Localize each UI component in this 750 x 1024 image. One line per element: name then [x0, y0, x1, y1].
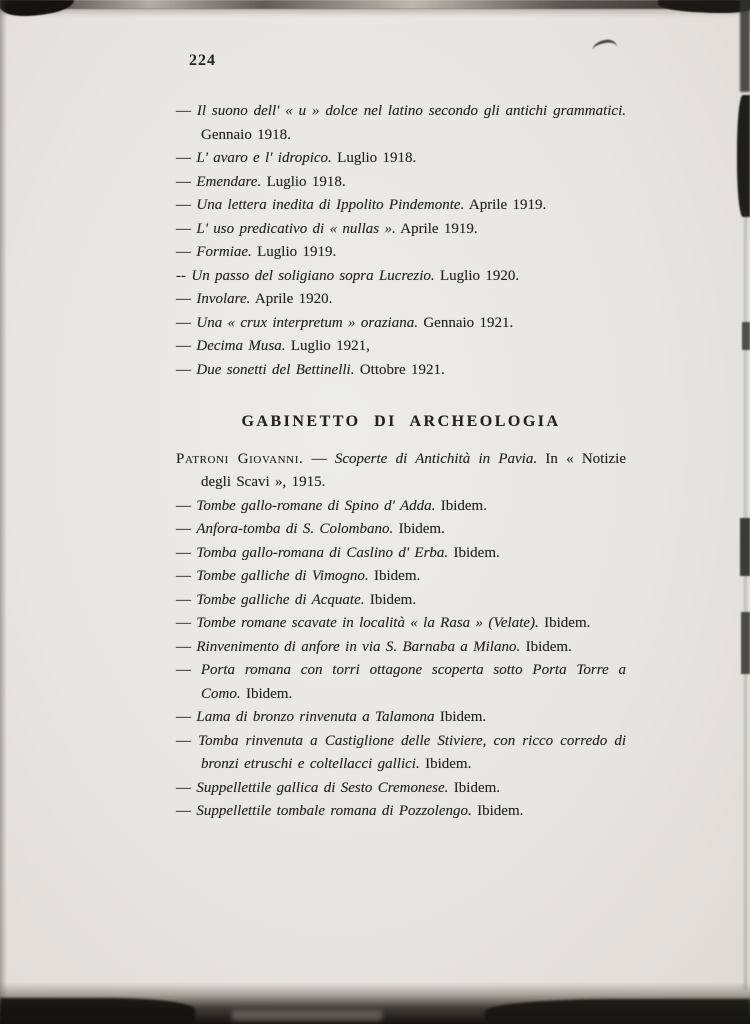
page-number: 224	[189, 52, 216, 69]
bibliography-entry	[176, 218, 626, 242]
entry-dash: —	[176, 568, 191, 584]
entry-dash: —	[176, 544, 191, 561]
entry-dash: —	[176, 497, 191, 514]
entry-title: Scoperte di Antichità in Pavia.	[334, 450, 538, 467]
bibliography-entry	[176, 265, 626, 289]
entry-date: Aprile 1919.	[400, 220, 478, 237]
entry-title: Suppellettile gallica di Sesto Cremonese.	[196, 779, 449, 796]
bibliography-entry	[176, 147, 626, 171]
entry-title: Tombe galliche di Vimogno.	[196, 568, 369, 584]
entry-dash: —	[176, 591, 191, 608]
entry-dash: —	[176, 291, 191, 307]
bibliography-entry	[176, 288, 626, 312]
entry-source: Ibidem.	[398, 521, 445, 537]
bibliography-entry	[176, 777, 626, 801]
entry-title: Una lettera inedita di Ippolito Pindemonte.	[196, 197, 465, 213]
entry-source: Ibidem.	[525, 638, 572, 655]
entry-title: Decima Musa.	[196, 338, 286, 354]
entry-source: Ibidem.	[425, 756, 472, 772]
entry-title: Rinvenimento di anfore in via S. Barnaba a Milano.	[196, 638, 521, 655]
entry-date: Ottobre 1921.	[359, 361, 445, 378]
scan-artifact-right-fold-line	[744, 210, 747, 990]
entry-date: Luglio 1920.	[440, 267, 520, 284]
scan-artifact-right-mark-3	[742, 322, 750, 350]
scan-artifact-top-shadow	[0, 8, 750, 17]
entry-title: Emendare.	[196, 173, 262, 190]
entry-dash: —	[176, 662, 191, 678]
scan-artifact-bottom-edge	[0, 982, 750, 1024]
entry-title: Tombe gallo-romane di Spino d' Adda.	[196, 497, 436, 514]
entry-dash: —	[176, 803, 191, 819]
entry-title: L' avaro e l' idropico.	[196, 150, 332, 166]
entry-source: Ibidem.	[453, 779, 501, 796]
scan-artifact-right-mark-1	[740, 0, 750, 92]
entry-source: Ibidem.	[374, 568, 421, 584]
bibliography-entry	[176, 495, 626, 519]
entry-date: Luglio 1918.	[266, 173, 346, 190]
bibliography-entry	[176, 518, 626, 542]
entry-source: In « Notizie degli Scavi », 1915.	[201, 450, 626, 490]
entry-title: Due sonetti del Bettinelli.	[196, 361, 355, 378]
bibliography-entry	[176, 171, 626, 195]
entry-title: Tombe romane scavate in località « la Rasa » (Velate).	[196, 615, 539, 631]
scan-artifact-left-edge	[0, 0, 7, 1024]
entry-dash: —	[176, 103, 191, 119]
entry-title: Lama di bronzo rinvenuta a Talamona	[196, 709, 435, 725]
bibliography-entry	[176, 312, 626, 336]
entry-title: Il suono dell' « u » dolce nel latino secondo gli antichi grammatici.	[196, 103, 626, 119]
text-block	[176, 100, 626, 824]
entry-dash: —	[176, 338, 191, 354]
section-heading: GABINETTO DI ARCHEOLOGIA	[241, 413, 561, 430]
scan-artifact-top-left-blob	[0, 0, 74, 16]
entry-title: Tomba gallo-romana di Caslino d' Erba.	[196, 544, 449, 561]
bibliography-entry	[176, 565, 626, 589]
entry-dash: —	[176, 314, 191, 331]
entry-date: Luglio 1921,	[290, 338, 370, 354]
entry-dash: —	[176, 173, 191, 190]
entry-source: Ibidem.	[440, 497, 487, 514]
entry-dash: —	[176, 732, 191, 749]
entry-date: Luglio 1918.	[337, 150, 417, 166]
entry-dash: —	[176, 220, 191, 237]
scan-artifact-right-mark-5	[741, 612, 750, 674]
entry-source: Ibidem.	[439, 709, 487, 725]
entry-dash: —	[176, 150, 191, 166]
bibliography-entry	[176, 359, 626, 383]
entry-source: Ibidem.	[477, 803, 524, 819]
entry-dash: —	[176, 197, 191, 213]
entry-date: Luglio 1919.	[257, 244, 337, 260]
bibliography-entry	[176, 730, 626, 777]
scan-artifact-top-right-blob	[658, 0, 750, 13]
bibliography-entry	[176, 706, 626, 730]
entry-title: Un passo del soligiano sopra Lucrezio.	[191, 267, 435, 284]
entry-title: Una « crux interpretum » oraziana.	[196, 314, 418, 331]
entry-date: Gennaio 1918.	[201, 126, 291, 143]
bibliography-entry	[176, 335, 626, 359]
entry-title: Involare.	[196, 291, 251, 307]
scan-artifact-bottom-light-patch	[232, 1010, 382, 1021]
entry-title: Suppellettile tombale romana di Pozzolengo.	[196, 803, 472, 819]
entry-author: Patroni Giovanni.	[176, 450, 304, 467]
entry-dash: —	[176, 361, 191, 378]
entry-source: Ibidem.	[245, 685, 293, 702]
bibliography-entry	[176, 100, 626, 147]
bibliography-lead-entry	[176, 448, 626, 495]
scan-artifact-top-edge	[0, 0, 750, 9]
entry-dash: —	[176, 615, 191, 631]
entry-date: Gennaio 1921.	[423, 314, 514, 331]
bibliography-entry	[176, 636, 626, 660]
entry-dash: --	[176, 267, 186, 284]
entry-dash: —	[176, 638, 191, 655]
bibliography-entry	[176, 542, 626, 566]
entry-title: Tombe galliche di Acquate.	[196, 591, 365, 608]
bibliography-entry	[176, 612, 626, 636]
entry-dash: —	[176, 779, 191, 796]
entry-dash: —	[176, 521, 191, 537]
pen-mark	[592, 39, 618, 51]
bibliography-entry	[176, 589, 626, 613]
bibliography-entry	[176, 800, 626, 824]
entry-source: Ibidem.	[544, 615, 591, 631]
entry-source: Ibidem.	[453, 544, 500, 561]
section-gabinetto-di-archeologia	[176, 448, 626, 824]
bibliography-entry	[176, 194, 626, 218]
entry-title: L' uso predicativo di « nullas ».	[196, 220, 396, 237]
scan-artifact-bottom-right-blob	[485, 999, 750, 1024]
entry-title: Formiae.	[196, 244, 252, 260]
entry-dash: —	[311, 450, 327, 467]
entry-date: Aprile 1920.	[254, 291, 333, 307]
entry-dash: —	[176, 244, 191, 260]
scan-artifact-right-mark-4	[740, 518, 750, 576]
entry-title: Tomba rinvenuta a Castiglione delle Stiviere, con ricco corredo di bronzi etruschi e coltellacci gallici.	[198, 732, 626, 772]
scan-artifact-bottom-left-blob	[0, 998, 195, 1024]
entry-title: Anfora-tomba di S. Colombano.	[196, 521, 394, 537]
section-articles	[176, 100, 626, 382]
entry-source: Ibidem.	[369, 591, 417, 608]
bibliography-entry	[176, 659, 626, 706]
entry-dash: —	[176, 709, 191, 725]
bibliography-entry	[176, 241, 626, 265]
scan-artifact-right-mark-2	[737, 95, 750, 217]
entry-date: Aprile 1919.	[468, 197, 547, 213]
entry-title: Porta romana con torri ottagone scoperta sotto Porta Torre a Como.	[200, 662, 626, 702]
